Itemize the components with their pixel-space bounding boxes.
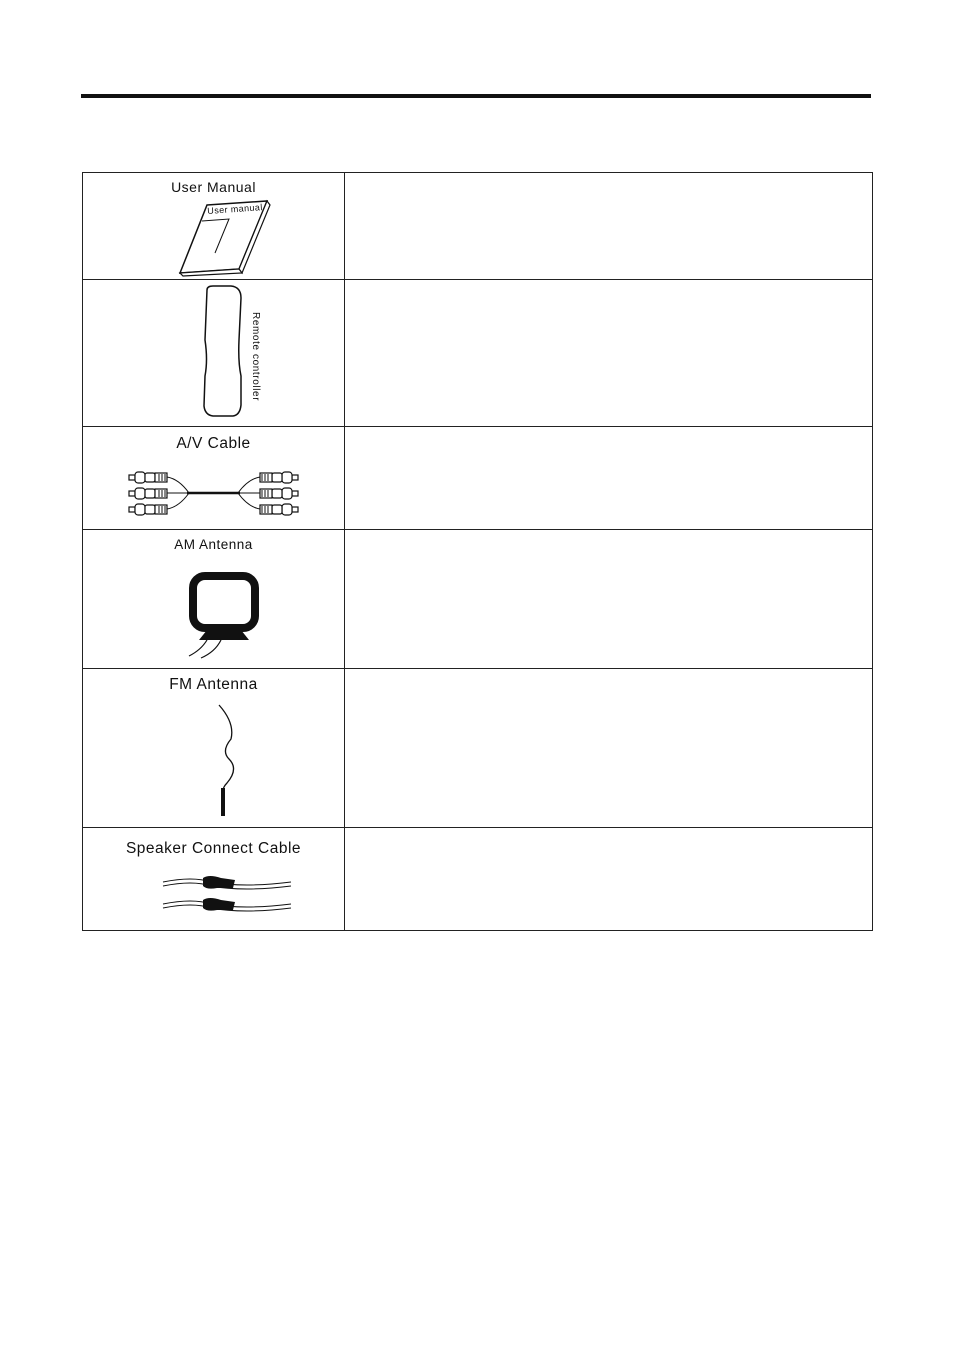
item-label-av-cable: A/V Cable bbox=[176, 435, 251, 452]
item-image-cell bbox=[83, 280, 345, 427]
item-label-am-antenna: AM Antenna bbox=[174, 537, 253, 552]
item-description bbox=[345, 530, 873, 669]
header-rule bbox=[81, 94, 871, 98]
item-label-fm-antenna: FM Antenna bbox=[169, 676, 258, 693]
item-description bbox=[345, 669, 873, 828]
item-description bbox=[345, 828, 873, 931]
user-manual-cover-text: User manual bbox=[207, 202, 263, 216]
remote-controller-label: Remote controller bbox=[250, 312, 261, 402]
item-description bbox=[345, 427, 873, 530]
fm-antenna-icon bbox=[83, 669, 344, 827]
speaker-cable-icon bbox=[83, 828, 344, 930]
table-row bbox=[83, 828, 873, 931]
table-row bbox=[83, 280, 873, 427]
item-image-cell bbox=[83, 173, 345, 280]
table-row bbox=[83, 530, 873, 669]
user-manual-icon bbox=[83, 173, 344, 279]
item-image-cell bbox=[83, 828, 345, 931]
table-row bbox=[83, 669, 873, 828]
item-description bbox=[345, 173, 873, 280]
remote-controller-icon bbox=[83, 280, 344, 426]
table-row bbox=[83, 173, 873, 280]
item-image-cell bbox=[83, 530, 345, 669]
item-description bbox=[345, 280, 873, 427]
table-row bbox=[83, 427, 873, 530]
item-image-cell bbox=[83, 669, 345, 828]
accessories-table bbox=[82, 172, 873, 931]
av-cable-icon bbox=[83, 427, 344, 529]
item-label-user-manual: User Manual bbox=[171, 179, 256, 195]
am-antenna-icon bbox=[83, 530, 344, 668]
item-image-cell bbox=[83, 427, 345, 530]
item-label-speaker-cable: Speaker Connect Cable bbox=[125, 840, 302, 857]
